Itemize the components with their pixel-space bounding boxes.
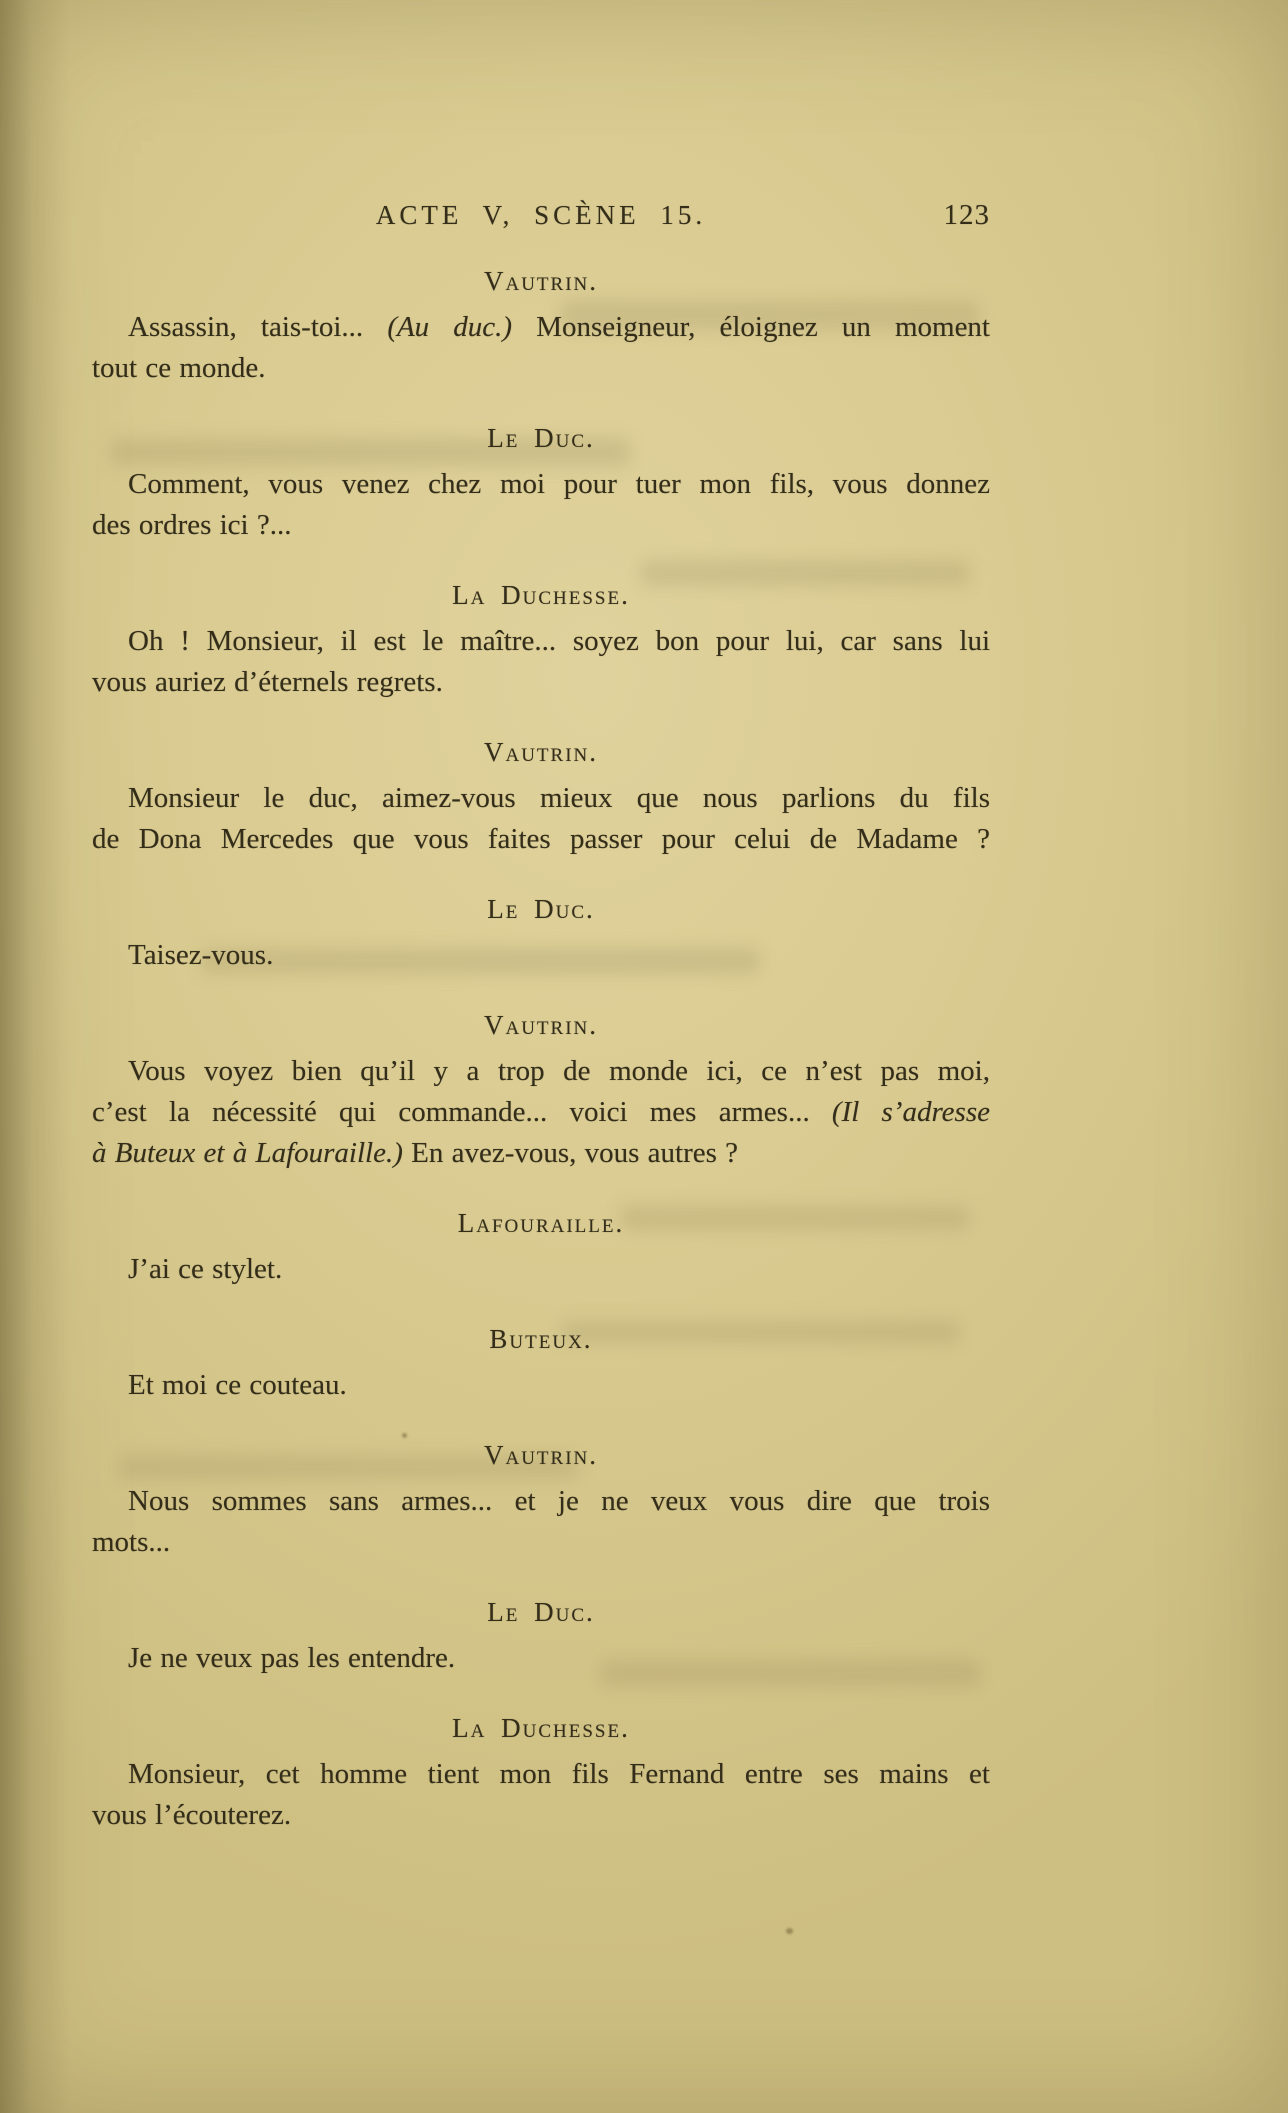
speech-line [92,1133,990,1174]
speech-line [92,307,990,348]
speaker-name: Lafouraille. [457,1208,625,1238]
text-column [92,0,990,1836]
speech-paragraph [92,1754,990,1836]
speaker-name: Vautrin. [483,737,599,767]
speech-text: Oh ! Monsieur, il est le maître... soyez bon pour lui, car sans lui [128,625,990,657]
speech-paragraph [92,1249,990,1290]
speech-text: Assassin, tais-toi... [128,311,388,343]
dialogue-entry [92,1440,990,1563]
dialogue-entry [92,894,990,976]
speech-text: de Dona Mercedes que vous faites passer pour celui de Madame ? [92,823,990,855]
speaker-name: Vautrin. [483,1010,599,1040]
speech-text: Et moi ce couteau. [128,1369,347,1401]
speaker-name: Le Duc. [487,894,595,924]
speech-text: En avez-vous, vous autres ? [402,1137,739,1169]
speech-paragraph [92,935,990,976]
speech-paragraph [92,1481,990,1563]
speech-text: Taisez-vous. [128,939,274,971]
speech-text: c’est la nécessité qui commande... voici mes armes... [92,1096,832,1128]
speaker-name: Le Duc. [487,1597,595,1627]
speech-text: Comment, vous venez chez moi pour tuer mon fils, vous donnez [128,468,990,500]
speech-text: J’ai ce stylet. [128,1253,283,1285]
speech-line [92,819,990,860]
dialogue-entry [92,1324,990,1406]
dialogue-entry [92,423,990,546]
dialogue-entry [92,1010,990,1174]
scan-gutter-shadow [0,0,70,2113]
speech-line [92,1481,990,1522]
speech-text: mots... [92,1526,171,1558]
speech-line [92,1795,990,1836]
stage-direction: (Il s’adresse [831,1096,990,1128]
speaker-name: La Duchesse. [452,1713,630,1743]
speech-line [92,464,990,505]
speech-paragraph [92,1638,990,1679]
speech-text: Je ne veux pas les entendre. [128,1642,456,1674]
speech-text: vous l’écouterez. [92,1799,292,1831]
dialogue-entry [92,1597,990,1679]
paper-speck [786,1928,793,1934]
running-title: ACTE V, SCÈNE 15. [375,200,707,230]
speaker-name: Vautrin. [483,266,599,296]
speaker-name: Vautrin. [483,1440,599,1470]
speech-paragraph [92,307,990,389]
page-header [92,198,990,232]
stage-direction: à Buteux et à Lafouraille.) [92,1137,403,1169]
dialogue-entry [92,580,990,703]
speech-line [92,1754,990,1795]
stage-direction: (Au duc.) [387,311,513,343]
speech-line [92,935,990,976]
speech-line [92,1051,990,1092]
speech-line [92,1249,990,1290]
speech-paragraph [92,621,990,703]
speech-paragraph [92,1365,990,1406]
dialogue-entry [92,737,990,860]
speech-line [92,1092,990,1133]
speech-text: vous auriez d’éternels regrets. [92,666,443,698]
speech-text: Nous sommes sans armes... et je ne veux vous dire que trois [128,1485,990,1517]
speech-line [92,1638,990,1679]
speech-line [92,662,990,703]
speech-text: Monsieur le duc, aimez-vous mieux que nous parlions du fils [128,782,990,814]
speech-paragraph [92,1051,990,1174]
speaker-name: La Duchesse. [452,580,630,610]
speech-line [92,621,990,662]
speaker-name: Le Duc. [487,423,595,453]
dialogue-entry [92,1208,990,1290]
speech-text: tout ce monde. [92,352,266,384]
speech-text: Vous voyez bien qu’il y a trop de monde ici, ce n’est pas moi, [128,1055,990,1087]
speech-paragraph [92,464,990,546]
dialogue-entry [92,1713,990,1836]
speech-text: Monseigneur, éloignez un moment [512,311,990,343]
speech-paragraph [92,778,990,860]
speech-line [92,505,990,546]
speech-text: Monsieur, cet homme tient mon fils Fernand entre ses mains et [128,1758,990,1790]
speech-text: des ordres ici ?... [92,509,292,541]
speech-line [92,778,990,819]
speech-line [92,1365,990,1406]
speech-line [92,348,990,389]
dialogue-entry [92,266,990,389]
speech-line [92,1522,990,1563]
page-number: 123 [943,199,990,231]
speaker-name: Buteux. [489,1324,593,1354]
